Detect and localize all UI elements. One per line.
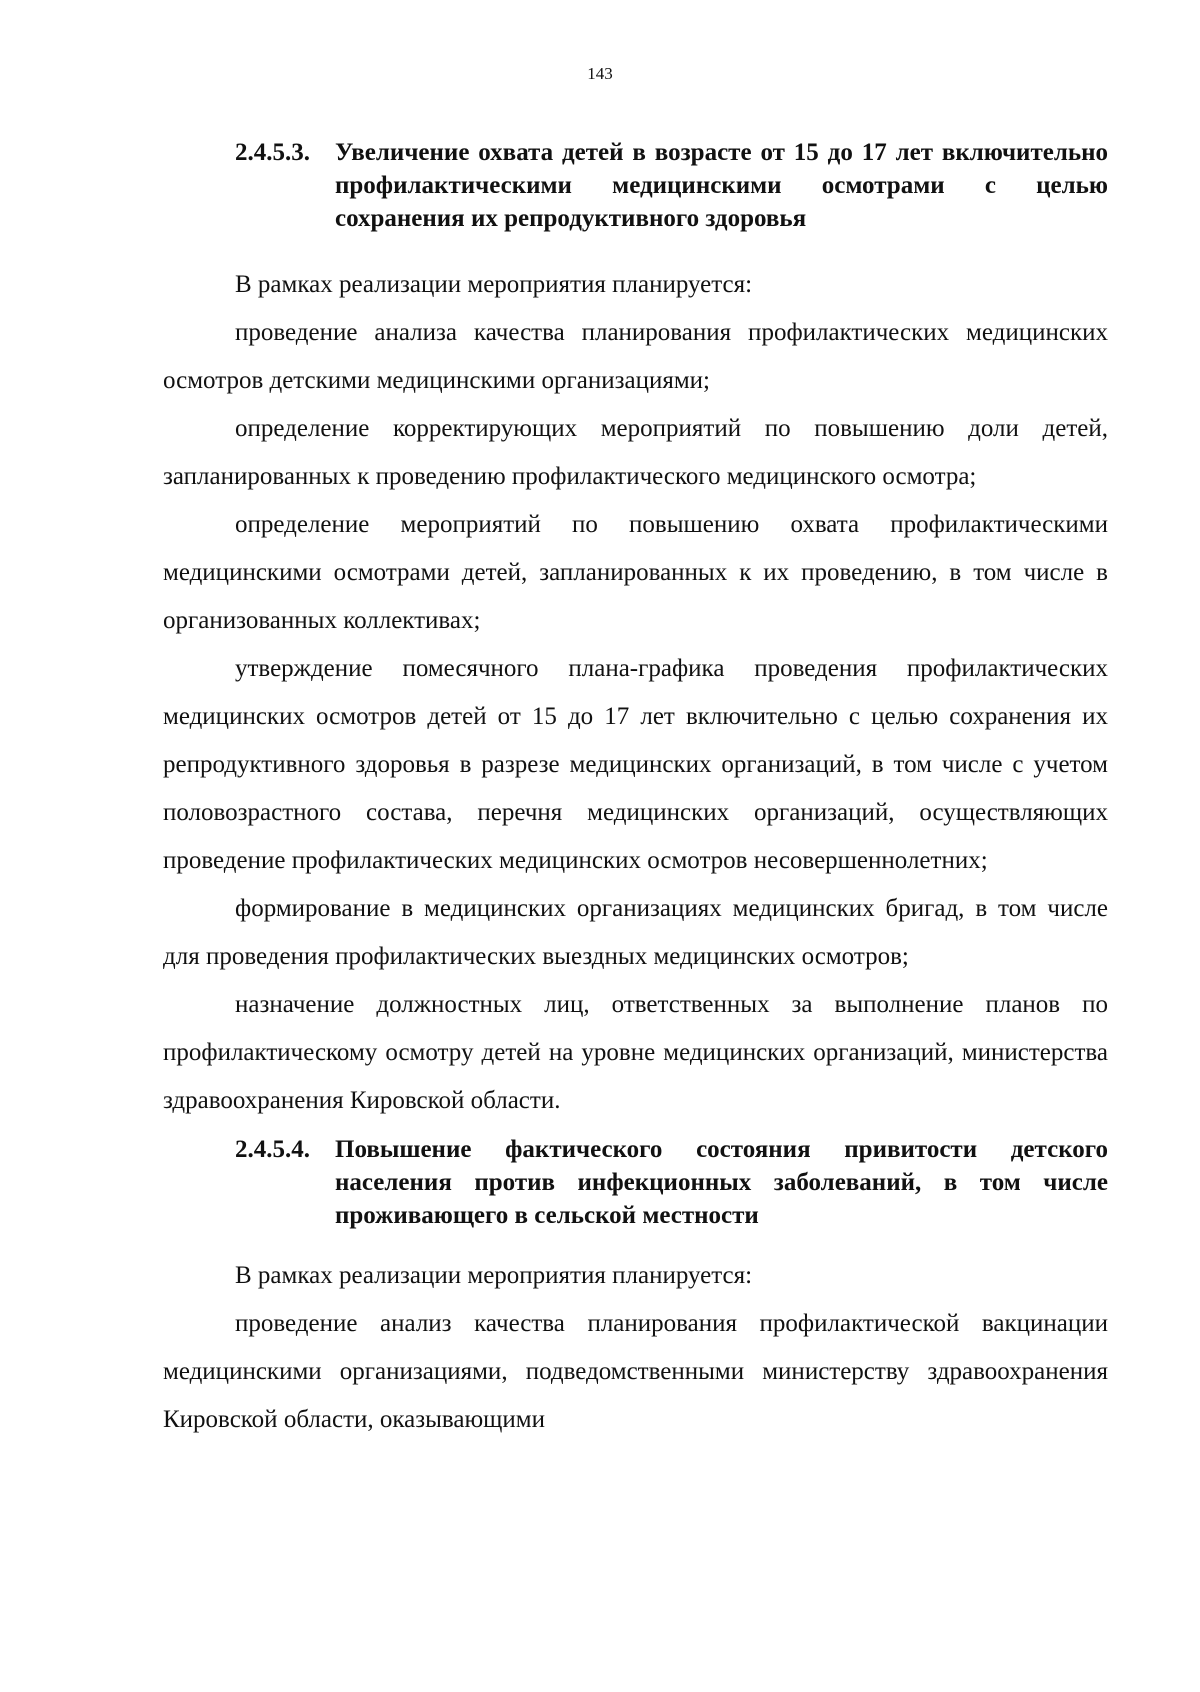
section-intro: В рамках реализации мероприятия планируется:: [235, 271, 753, 298]
list-item: проведение анализа качества планирования профилактических медицинских осмотров детскими медицинскими организациями;: [163, 319, 1108, 394]
section-heading-2-4-5-4: [235, 1133, 1108, 1232]
section-heading-2-4-5-3: [235, 136, 1108, 235]
section-title: Повышение фактического состояния привитости детского населения против инфекционных заболеваний, в том числе проживающего в сельской местности: [335, 1136, 1108, 1229]
section-number: 2.4.5.4.: [235, 1136, 310, 1163]
list-item: проведение анализ качества планирования профилактической вакцинации медицинскими организациями, подведомственными министерству здравоохранения Кировской области, оказывающими: [163, 1310, 1108, 1433]
page-number: 143: [587, 64, 613, 83]
list-item: формирование в медицинских организациях медицинских бригад, в том числе для проведения профилактических выездных медицинских осмотров;: [163, 895, 1108, 970]
section-intro: В рамках реализации мероприятия планируется:: [235, 1262, 753, 1289]
document-body: [163, 136, 1108, 1444]
list-item: назначение должностных лиц, ответственных за выполнение планов по профилактическому осмотру детей на уровне медицинских организаций, министерства здравоохранения Кировской области.: [163, 991, 1108, 1114]
list-item: определение мероприятий по повышению охвата профилактическими медицинскими осмотрами детей, запланированных к их проведению, в том числе в организованных коллективах;: [163, 511, 1108, 634]
list-item: определение корректирующих мероприятий по повышению доли детей, запланированных к проведению профилактического медицинского осмотра;: [163, 415, 1108, 490]
section-number: 2.4.5.3.: [235, 139, 310, 166]
section-title: Увеличение охвата детей в возрасте от 15 до 17 лет включительно профилактическими медицинскими осмотрами с целью сохранения их репродуктивного здоровья: [335, 139, 1108, 232]
list-item: утверждение помесячного плана-графика проведения профилактических медицинских осмотров детей от 15 до 17 лет включительно с целью сохранения их репродуктивного здоровья в разрезе медицинских организаций, в том числе с учетом половозрастного состава, перечня медицинских организаций, осуществляющих проведение профилактических медицинских осмотров несовершеннолетних;: [163, 655, 1108, 874]
